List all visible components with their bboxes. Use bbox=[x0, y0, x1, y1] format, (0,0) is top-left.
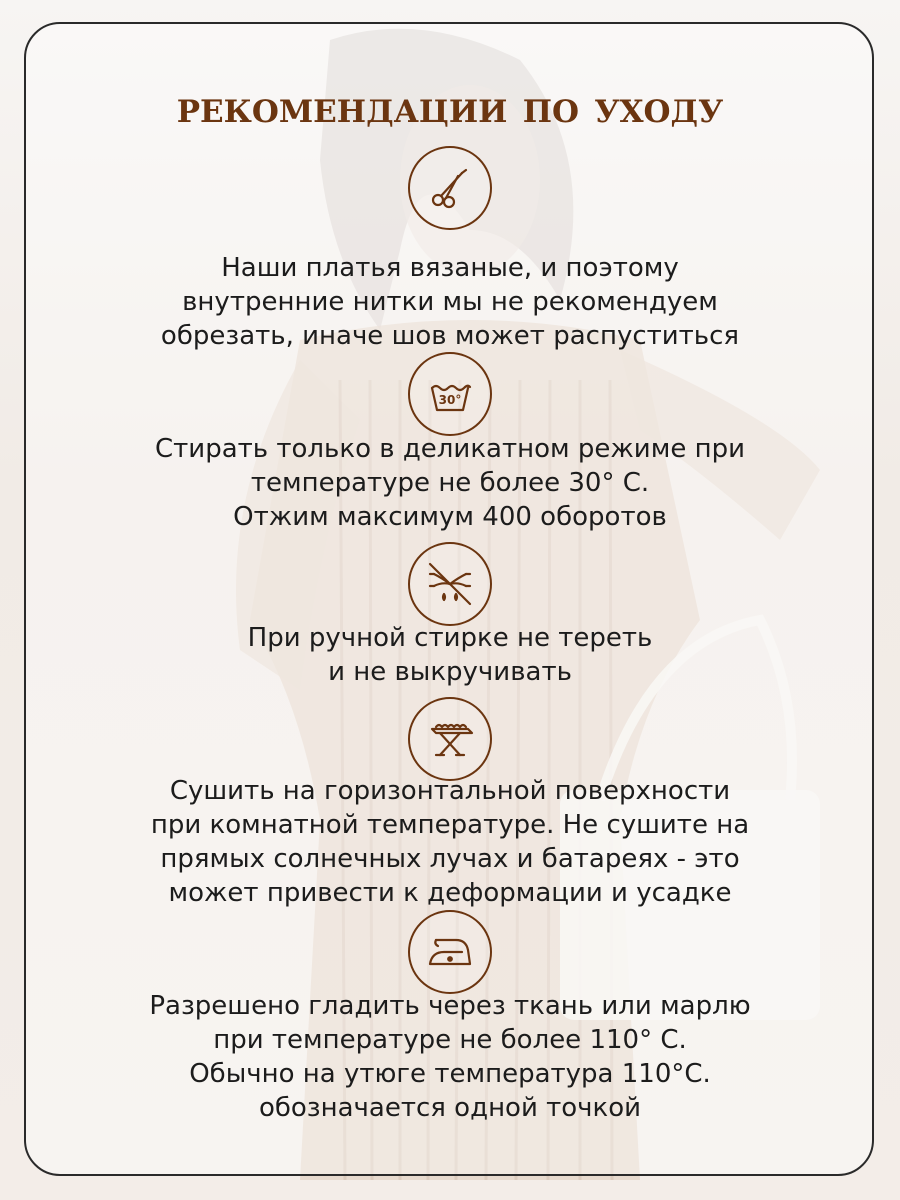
care-text-ironing bbox=[120, 989, 780, 1125]
text-line: при температуре не более 110° С. bbox=[213, 1025, 687, 1055]
wash-temperature-label: 30° bbox=[438, 393, 462, 407]
text-line: Наши платья вязаные, и поэтому bbox=[221, 253, 679, 283]
text-line: может привести к деформации и усадке bbox=[168, 878, 732, 908]
iron-low-icon bbox=[408, 910, 492, 994]
care-text-cutting bbox=[120, 251, 780, 353]
text-line: при комнатной температуре. Не сушите на bbox=[150, 810, 750, 840]
page-title: рекомендации по уходу bbox=[176, 82, 724, 133]
wash-30-icon bbox=[408, 352, 492, 436]
text-line: и не выкручивать bbox=[328, 657, 572, 687]
text-line: Отжим максимум 400 оборотов bbox=[233, 502, 667, 532]
text-line: Разрешено гладить через ткань или марлю bbox=[149, 991, 751, 1021]
text-line: Сушить на горизонтальной поверхности bbox=[169, 776, 731, 806]
do-not-wring-icon bbox=[408, 542, 492, 626]
text-line: Стирать только в деликатном режиме при bbox=[155, 434, 745, 464]
text-line: Обычно на утюге температура 110°С. bbox=[189, 1059, 711, 1089]
text-line: обрезать, иначе шов может распуститься bbox=[160, 321, 740, 351]
text-line: прямых солнечных лучах и батареях - это bbox=[160, 844, 740, 874]
scissors-icon bbox=[408, 146, 492, 230]
care-text-washing bbox=[120, 432, 780, 534]
text-line: При ручной стирке не тереть bbox=[247, 623, 653, 653]
care-text-drying bbox=[120, 774, 780, 910]
text-line: обозначается одной точкой bbox=[258, 1093, 642, 1123]
care-text-hand-wash bbox=[120, 621, 780, 689]
text-line: внутренние нитки мы не рекомендуем bbox=[182, 287, 718, 317]
dry-flat-icon bbox=[408, 697, 492, 781]
text-line: температуре не более 30° С. bbox=[250, 468, 650, 498]
